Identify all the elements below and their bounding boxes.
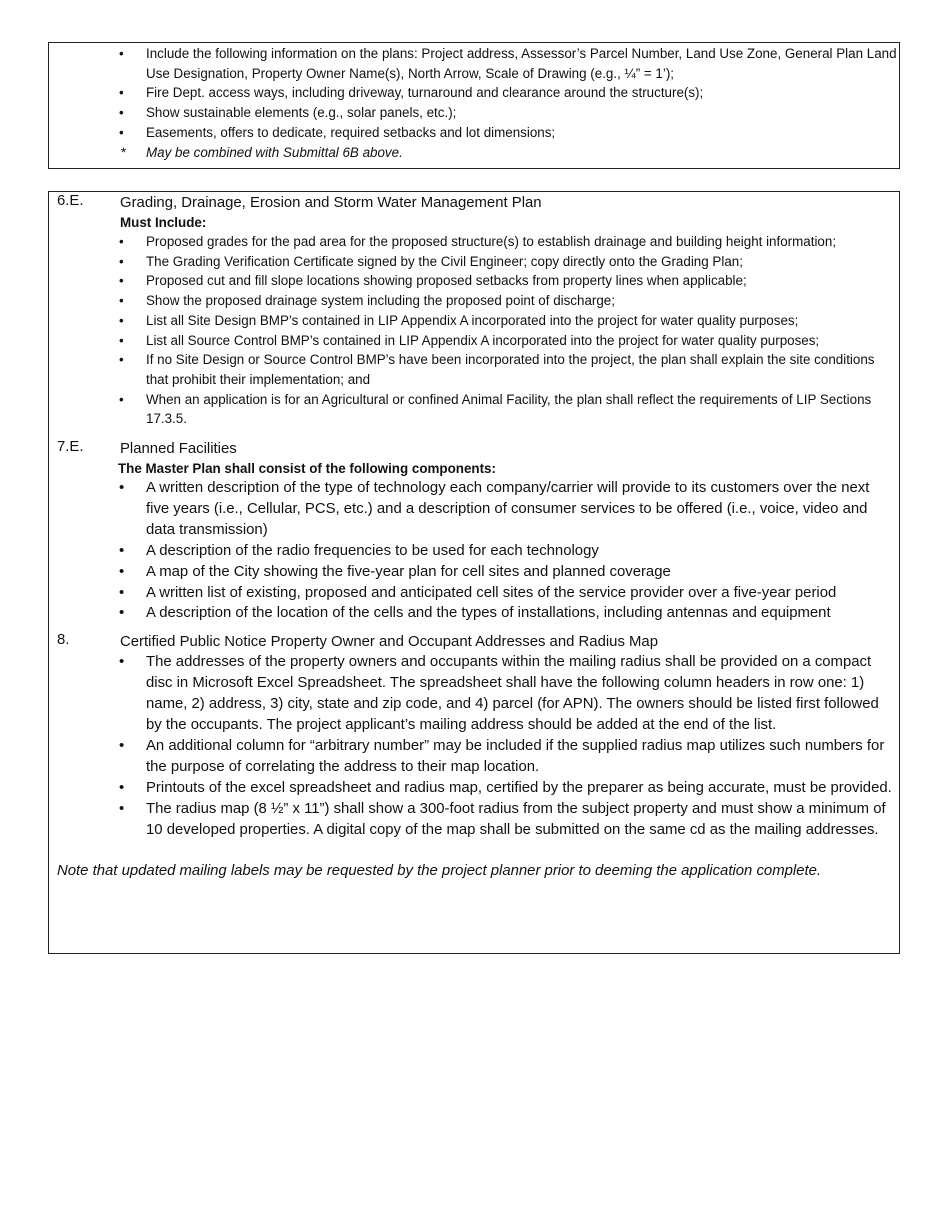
site-plan-continuation-box bbox=[48, 42, 900, 169]
section-number: 8. bbox=[57, 632, 70, 649]
list-item: • An additional column for “arbitrary number” may be included if the supplied radius map utilizes such numbers for the purpose of correlating the address to their map location. bbox=[119, 736, 893, 778]
list-item: • Show the proposed drainage system including the proposed point of discharge; bbox=[119, 291, 893, 311]
submittal-sections-box bbox=[48, 191, 900, 954]
section-number: 6.E. bbox=[57, 193, 84, 209]
list-item: • Include the following information on the plans: Project address, Assessor’s Parcel Number, Land Use Zone, General Plan Land Use Designation, Property Owner Name(s), North Arrow, Scale of Drawing (e.g., ¼” = 1’); bbox=[119, 44, 900, 83]
list-item: • A description of the radio frequencies to be used for each technology bbox=[119, 541, 893, 562]
section-title: Grading, Drainage, Erosion and Storm Water Management Plan bbox=[120, 195, 542, 211]
site-plan-requirements-list bbox=[119, 44, 900, 143]
list-item: • The addresses of the property owners and occupants within the mailing radius shall be provided on a compact disc in Microsoft Excel Spreadsheet. The spreadsheet shall have the following column headers in row one: 1) name, 2) address, 3) city, state and zip code, and 4) parcel (for APN). The owners should be listed first followed by the occupants. The project applicant’s mailing address should be added at the end of the list. bbox=[119, 652, 893, 736]
section-number: 7.E. bbox=[57, 439, 84, 456]
list-item: • Proposed cut and fill slope locations showing proposed setbacks from property lines when applicable; bbox=[119, 271, 893, 291]
list-item: • Show sustainable elements (e.g., solar panels, etc.); bbox=[119, 103, 900, 123]
list-item: • A description of the location of the cells and the types of installations, including antennas and equipment bbox=[119, 603, 893, 624]
section-6e bbox=[49, 193, 899, 429]
list-item: • List all Site Design BMP’s contained in LIP Appendix A incorporated into the project for water quality purposes; bbox=[119, 311, 893, 331]
section-subheading: The Master Plan shall consist of the following components: bbox=[118, 461, 496, 477]
public-notice-requirements-list bbox=[119, 652, 893, 840]
list-item: • When an application is for an Agricultural or confined Animal Facility, the plan shall reflect the requirements of LIP Sections 17.3.5. bbox=[119, 390, 893, 429]
list-item: • List all Source Control BMP’s contained in LIP Appendix A incorporated into the project for water quality purposes; bbox=[119, 331, 893, 351]
list-item: • The Grading Verification Certificate signed by the Civil Engineer; copy directly onto the Grading Plan; bbox=[119, 252, 893, 272]
list-item: • A written list of existing, proposed and anticipated cell sites of the service provider over a five-year period bbox=[119, 583, 893, 604]
grading-plan-requirements-list bbox=[119, 232, 893, 429]
list-item: • If no Site Design or Source Control BMP’s have been incorporated into the project, the plan shall explain the site conditions that prohibit their implementation; and bbox=[119, 350, 893, 389]
section-7e bbox=[49, 439, 899, 624]
section-8 bbox=[49, 632, 899, 840]
master-plan-components-list bbox=[119, 478, 893, 624]
list-item: • Easements, offers to dedicate, required setbacks and lot dimensions; bbox=[119, 123, 900, 143]
list-item: • Fire Dept. access ways, including driveway, turnaround and clearance around the structure(s); bbox=[119, 83, 900, 103]
combined-submittal-note: * May be combined with Submittal 6B above. bbox=[119, 143, 899, 163]
section-title: Planned Facilities bbox=[120, 441, 237, 458]
section-title: Certified Public Notice Property Owner and Occupant Addresses and Radius Map bbox=[120, 634, 658, 651]
list-item: • The radius map (8 ½” x 11”) shall show a 300-foot radius from the subject property and must show a minimum of 10 developed properties. A digital copy of the map shall be submitted on the same cd as the mailing addresses. bbox=[119, 799, 893, 841]
list-item: • A written description of the type of technology each company/carrier will provide to its customers over the next five years (i.e., Cellular, PCS, etc.) and a description of consumer services to be offered (i.e., voice, video and data transmission) bbox=[119, 478, 893, 541]
list-item: • Proposed grades for the pad area for the proposed structure(s) to establish drainage and building height information; bbox=[119, 232, 893, 252]
mailing-labels-note: Note that updated mailing labels may be requested by the project planner prior to deeming the application complete. bbox=[57, 862, 822, 879]
list-item: • Printouts of the excel spreadsheet and radius map, certified by the preparer as being accurate, must be provided. bbox=[119, 778, 893, 799]
list-item: • A map of the City showing the five-year plan for cell sites and planned coverage bbox=[119, 562, 893, 583]
section-subheading: Must Include: bbox=[120, 215, 207, 230]
